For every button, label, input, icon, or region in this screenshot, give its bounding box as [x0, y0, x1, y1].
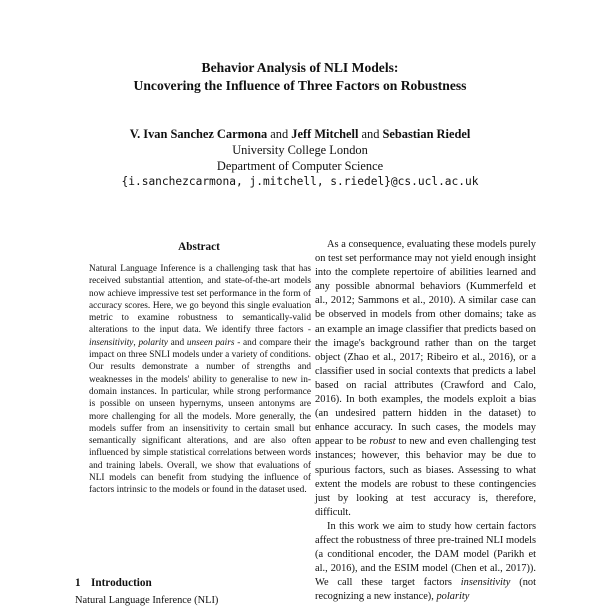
affiliation-department: Department of Computer Science [216, 159, 384, 173]
section-heading-introduction [75, 576, 315, 590]
right-column-body [315, 238, 536, 604]
author-3: Sebastian Riedel [382, 127, 471, 141]
abstract-text: - and compare their impact on three SNLI models under a variety of conditions. Our results demonstrate a number of strengths and weaknesses in the models' ability to generalise to new in-domain instances. In particular, while strong performance is possible on unseen hypernyms, unseen antonyms are more challenging for all the models. More generally, the models suffer from an insensitivity to certain small but semantically significant alterations, and are also often influenced by simple statistical correlations between words and training labels. Overall, we show that evaluations of NLI models can benefit from studying the influence of factors intrinsic to the models or found in the dataset used. [89, 337, 311, 496]
abstract-text: and [167, 337, 187, 348]
author-emails: {i.sanchezcarmona, j.mitchell, s.riedel}@cs.ucl.ac.uk [121, 175, 479, 188]
body-text: As a consequence, evaluating these models purely on test set performance may not yield enough insight into the complete repertoire of abilities learned and any possible abnormal behaviors (Kummerfeld et al., 2012; Sammons et al., 2010). A similar case can be observed in models from other domains; take as an example an image classifier that predicts based on the image's background rather than on the target object (Zhao et al., 2017; Ribeiro et al., 2016), or a classifier used in social contexts that predicts a label based on racial attributes (Crawford and Calo, 2016). In both examples, the models exploit a bias (an undesired pattern hidden in the dataset) to enhance accuracy. In such cases, the models may appear to be [315, 239, 537, 448]
body-paragraph-2 [315, 520, 536, 605]
affiliation-university: University College London [232, 143, 368, 157]
section-title: Introduction [91, 577, 152, 589]
abstract-italic-term: insensitivity [89, 337, 134, 348]
abstract-body [89, 263, 311, 497]
paper-title-line-1: Behavior Analysis of NLI Models: [201, 60, 399, 75]
abstract-text: Natural Language Inference is a challenging task that has received substantial attention, and state-of-the-art models now achieve impressive test set performance in the form of accuracy scores. Here, we go beyond this single evaluation metric to examine robustness to semantically-valid alterations to the input data. We identify three factors - [89, 264, 311, 336]
body-italic-term: robust [369, 436, 396, 448]
body-italic-term: polarity [436, 591, 470, 603]
introduction-first-line: Natural Language Inference (NLI) [75, 595, 219, 606]
abstract-italic-term: polarity [138, 337, 168, 348]
abstract-italic-term: unseen pairs [186, 337, 235, 348]
body-italic-term: insensitivity [460, 577, 511, 589]
paper-title-line-2: Uncovering the Influence of Three Factors on Robustness [133, 78, 467, 93]
author-2: Jeff Mitchell [291, 127, 359, 141]
body-text: to new and even challenging test instances; however, this behavior may be due to spurious factors, such as biases. Assessing to what extent the models are robust to these contingencies just by looking at test accuracy is, therefore, difficult. [315, 436, 537, 518]
author-1: V. Ivan Sanchez Carmona [129, 127, 268, 141]
abstract-heading: Abstract [178, 241, 220, 253]
author-separator: and [270, 127, 289, 141]
author-list [0, 126, 600, 142]
body-paragraph-1 [315, 238, 536, 520]
abstract-text: , [133, 337, 139, 348]
section-number: 1 [75, 577, 81, 589]
body-text: (not recognizing a new instance), [315, 577, 536, 603]
body-text: In this work we aim to study how certain factors affect the robustness of three pre-trained NLI models (a conditional encoder, the DAM model (Parikh et al., 2016), and the ESIM model (Chen et al., 2017)). We call these target factors [315, 520, 536, 589]
author-separator: and [361, 127, 380, 141]
